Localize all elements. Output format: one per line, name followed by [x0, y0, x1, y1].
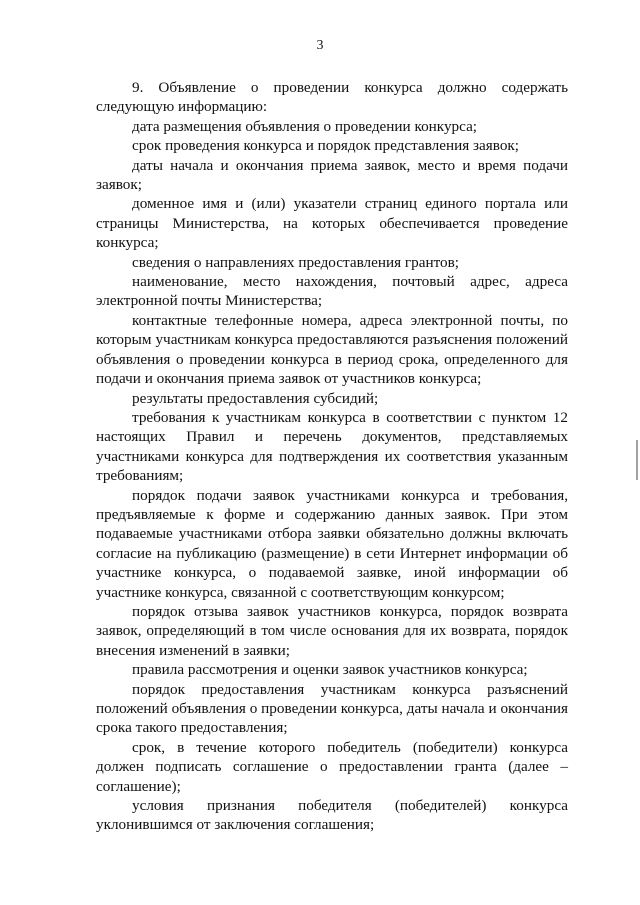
- paragraph: контактные телефонные номера, адреса электронной почты, по которым участникам конкурса предоставляются разъяснения положений объявления о проведении конкурса в период срока, определенного для подачи и окончания приема заявок от участников конкурса;: [96, 311, 568, 388]
- paragraph: дата размещения объявления о проведении конкурса;: [132, 117, 478, 135]
- paragraph: наименование, место нахождения, почтовый адрес, адреса электронной почты Министерства;: [96, 273, 568, 310]
- document-body: [96, 78, 568, 835]
- paragraph: порядок подачи заявок участниками конкурса и требования, предъявляемые к форме и содержанию данных заявок. При этом подаваемые участниками отбора заявки обязательно должны включать согласие на публикацию (размещение) в сети Интернет информации об участнике конкурса, о подаваемой заявке, иной информации об участнике конкурса, связанной с соответствующим конкурсом;: [96, 486, 568, 601]
- scan-edge-mark: [636, 440, 638, 480]
- paragraph: условия признания победителя (победителей) конкурса уклонившимся от заключения соглашения;: [96, 797, 568, 834]
- paragraph: сведения о направлениях предоставления грантов;: [132, 253, 460, 271]
- paragraph: правила рассмотрения и оценки заявок участников конкурса;: [132, 661, 528, 679]
- paragraph: 9. Объявление о проведении конкурса должно содержать следующую информацию:: [96, 79, 568, 116]
- paragraph: порядок предоставления участникам конкурса разъяснений положений объявления о проведении конкурса, даты начала и окончания срока такого предоставления;: [96, 680, 568, 737]
- paragraph: доменное имя и (или) указатели страниц единого портала или страницы Министерства, на которых обеспечивается проведение конкурса;: [96, 195, 568, 252]
- paragraph: требования к участникам конкурса в соответствии с пунктом 12 настоящих Правил и перечень документов, представляемых участниками конкурса для подтверждения их соответствия указанным требованиям;: [96, 408, 568, 485]
- paragraph: срок проведения конкурса и порядок представления заявок;: [132, 137, 520, 155]
- paragraph: порядок отзыва заявок участников конкурса, порядок возврата заявок, определяющий в том числе основания для их возврата, порядок внесения изменений в заявки;: [96, 602, 568, 659]
- paragraph: срок, в течение которого победитель (победители) конкурса должен подписать соглашение о предоставлении гранта (далее – соглашение);: [96, 738, 568, 795]
- paragraph: результаты предоставления субсидий;: [132, 389, 379, 407]
- paragraph: даты начала и окончания приема заявок, место и время подачи заявок;: [96, 156, 568, 194]
- page-number: 3: [316, 38, 324, 53]
